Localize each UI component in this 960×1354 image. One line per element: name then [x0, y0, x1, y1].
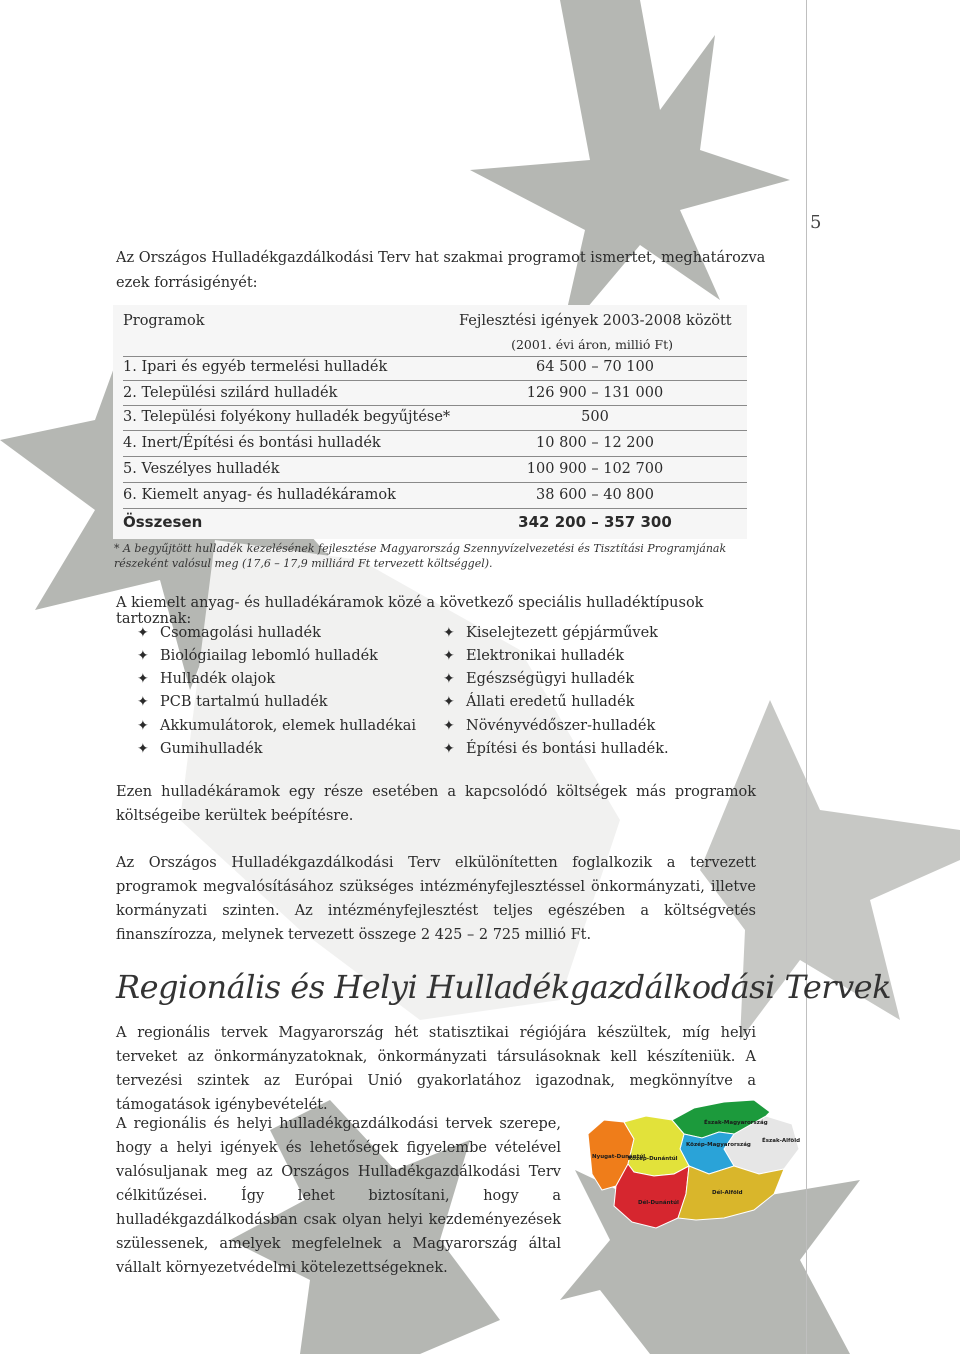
intro-paragraph: Az Országos Hulladékgazdálkodási Terv hat szakmai programot ismertet, meghatározva ezek forrásigényét:	[116, 250, 766, 291]
lead-sentence: A kiemelt anyag- és hulladékáramok közé a következő speciális hulladéktípusok tartoznak:	[116, 595, 704, 627]
row-value: 10 800 – 12 200	[536, 435, 654, 451]
bullet-icon: ✦	[443, 648, 455, 664]
label-eszak-alfold: Észak-Alföld	[762, 1138, 801, 1144]
margin-rule	[806, 0, 807, 1354]
row-name: 6. Kiemelt anyag- és hulladékáramok	[123, 487, 396, 503]
label-nyugat-dunantul: Nyugat-Dunántúl	[592, 1154, 646, 1160]
total-value: 342 200 – 357 300	[518, 513, 672, 531]
bullet-icon: ✦	[443, 741, 455, 757]
table-separator	[123, 405, 747, 406]
bullet-icon: ✦	[443, 718, 455, 734]
bullet-icon: ✦	[443, 694, 455, 710]
label-eszak-magyarorszag: Észak-Magyarország	[704, 1120, 768, 1126]
table-separator	[123, 456, 747, 457]
row-value: 100 900 – 102 700	[526, 461, 664, 477]
row-value: 38 600 – 40 800	[536, 487, 654, 503]
bullet-icon: ✦	[137, 671, 149, 687]
footnote: * A begyűjtött hulladék kezelésének fejlesztése Magyarország Szennyvízelvezetési és Tisztítási Programjának részeként valósul meg (17,6 – 17,9 milliárd Ft tervezett költséggel).	[114, 542, 727, 570]
bullet-icon: ✦	[443, 625, 455, 641]
row-value: 500	[581, 409, 609, 425]
bullet-icon: ✦	[137, 625, 149, 641]
table-separator	[123, 430, 747, 431]
paragraph-regional-plans: A regionális tervek Magyarország hét statisztikai régiójára készültek, míg helyi terveket az önkormányzatoknak, önkormányzati társulásoknak kell készíteniük. A tervezési szintek az Európai Unió gyakorlatához igazodnak, megkönnyítve a támogatások igénybevételét.	[116, 1025, 756, 1113]
row-name: 5. Veszélyes hulladék	[123, 461, 280, 477]
row-name: 2. Települési szilárd hulladék	[123, 385, 338, 401]
bullet-icon: ✦	[443, 671, 455, 687]
bullet-icon: ✦	[137, 694, 149, 710]
paragraph-local-plans: A regionális és helyi hulladékgazdálkodási tervek szerepe, hogy a helyi igények és lehetőségek figyelembe vételével valósuljanak meg az Országos Hulladékgazdálkodási Terv célkitűzései. Így lehet biztosítani, hogy a hulladékgazdálkodásban csak olyan helyi kezdeményezések szülessenek, amelyek megfelelnek a Magyarország által vállalt környezetvédelmi kötelezettségeknek.	[116, 1116, 561, 1276]
row-name: 1. Ipari és egyéb termelési hulladék	[123, 359, 388, 375]
bullet-icon: ✦	[137, 741, 149, 757]
table-separator	[123, 482, 747, 483]
table-header-programs: Programok	[123, 313, 205, 329]
label-kozep-dunantul: Közép-Dunántúl	[628, 1156, 678, 1162]
table-separator	[123, 508, 747, 509]
page-number: 5	[810, 212, 822, 233]
table-separator	[123, 356, 747, 357]
label-del-dunantul: Dél-Dunántúl	[638, 1200, 679, 1206]
paragraph-institutions: Az Országos Hulladékgazdálkodási Terv elkülönítetten foglalkozik a tervezett programok megvalósításához szükséges intézményfejlesztéssel önkormányzati, illetve kormányzati szinten. Az intézményfejlesztést teljes egészében a költségvetés finanszírozza, melynek tervezett összege 2 425 – 2 725 millió Ft.	[116, 855, 756, 943]
paragraph-costs: Ezen hulladékáramok egy része esetében a kapcsolódó költségek más programok költségeibe kerültek beépítésre.	[116, 784, 756, 824]
row-name: 4. Inert/Építési és bontási hulladék	[123, 435, 381, 451]
label-kozep-magyarorszag: Közép-Magyarország	[686, 1142, 751, 1148]
section-heading: Regionális és Helyi Hulladékgazdálkodási Tervek	[116, 968, 891, 1006]
hungary-regions-map	[584, 1094, 804, 1244]
table-header-needs: Fejlesztési igények 2003-2008 között	[459, 313, 732, 329]
total-label: Összesen	[123, 513, 203, 531]
row-name: 3. Települési folyékony hulladék begyűjtése*	[123, 409, 451, 425]
bullet-icon: ✦	[137, 718, 149, 734]
cost-table	[113, 305, 747, 539]
row-value: 126 900 – 131 000	[526, 385, 664, 401]
table-separator	[123, 380, 747, 381]
bullet-icon: ✦	[137, 648, 149, 664]
table-unit: (2001. évi áron, millió Ft)	[511, 337, 673, 352]
row-value: 64 500 – 70 100	[536, 359, 654, 375]
label-del-alfold: Dél-Alföld	[712, 1190, 743, 1196]
